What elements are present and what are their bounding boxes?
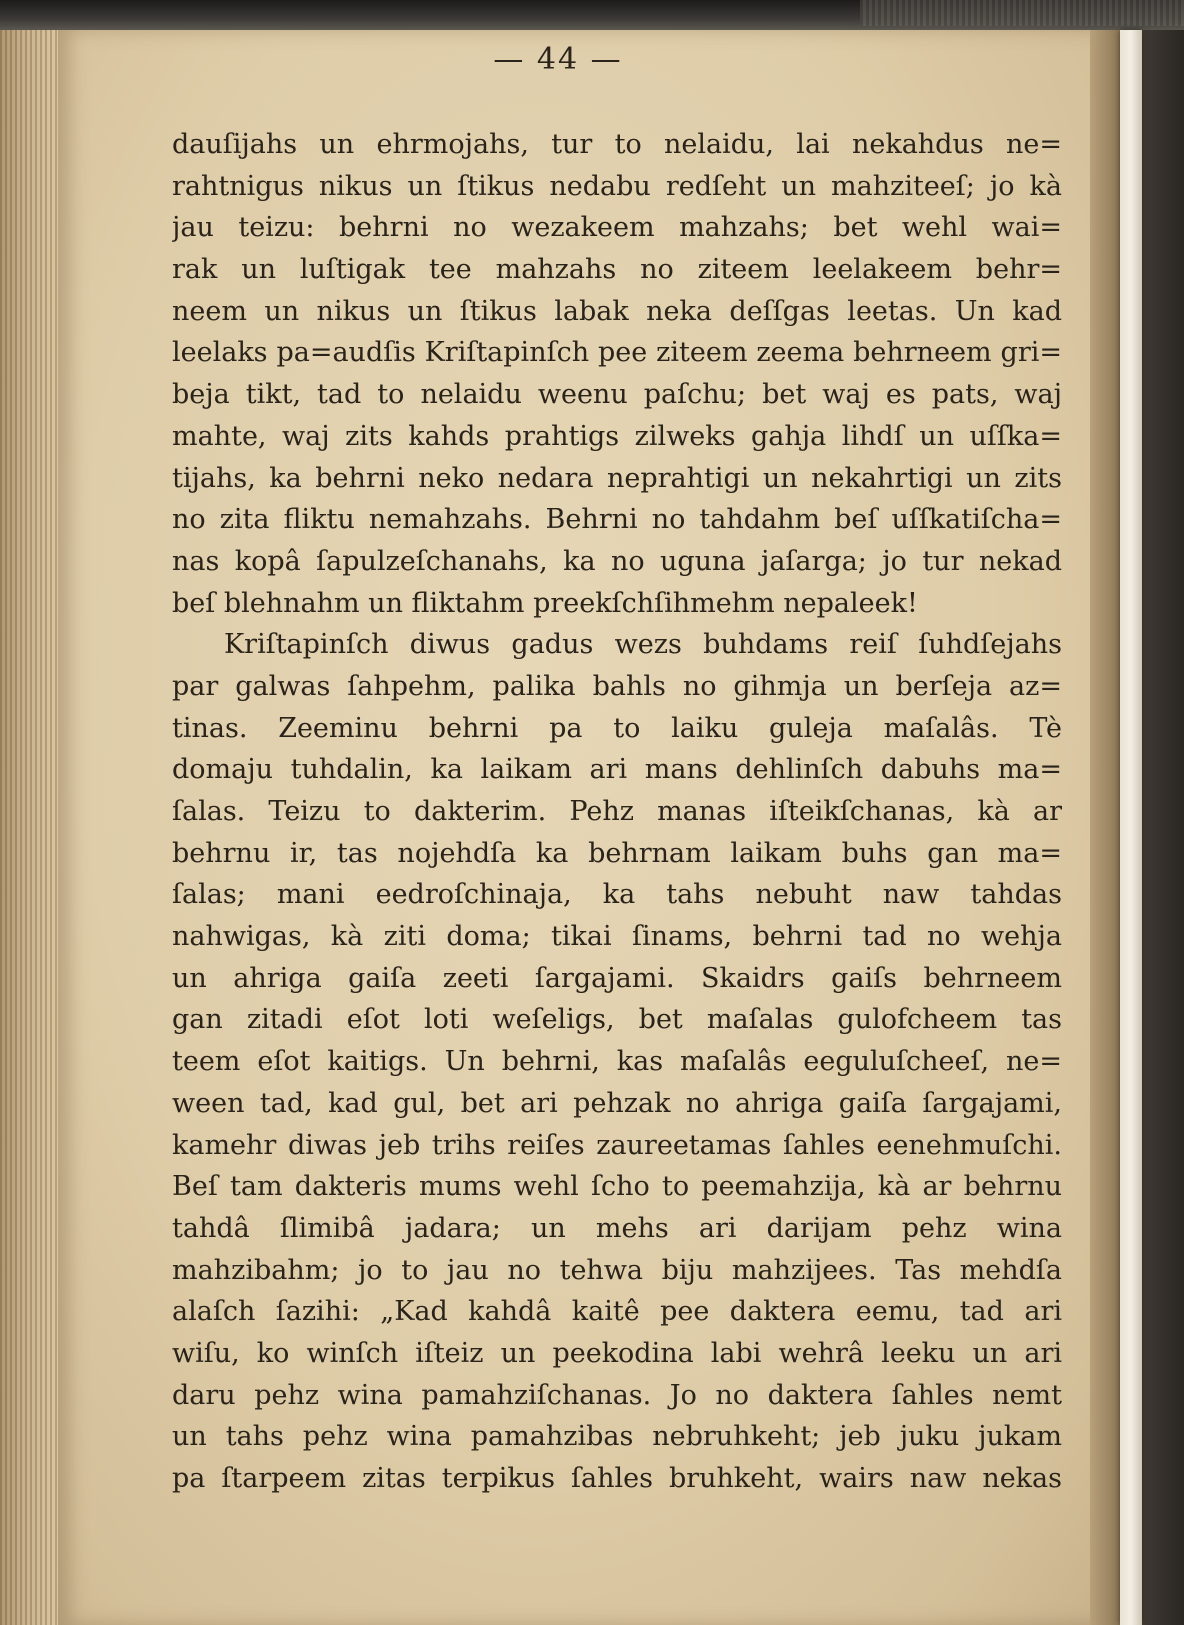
text-line: gan zitadi eſot loti weſeligs, bet maſalas gulofcheem tas xyxy=(172,1004,1062,1036)
text-line: behrnu ir, tas nojehdſa ka behrnam laikam buhs gan ma= xyxy=(172,837,1062,869)
body-text xyxy=(172,124,1062,1500)
text-line: no zita fliktu nemahzahs. Behrni no tahdahm beſ uſſkatiſcha= xyxy=(172,504,1062,536)
page-number: — 44 — xyxy=(493,42,623,77)
text-line: beja tikt, tad to nelaidu weenu paſchu; bet waj es pats, waj xyxy=(172,379,1062,411)
text-line: tinas. Zeeminu behrni pa to laiku guleja maſalâs. Tè xyxy=(172,712,1062,744)
text-line: kamehr diwas jeb trihs reiſes zaureetamas ſahles eenehmuſchi. xyxy=(172,1129,1062,1161)
text-line: leelaks pa=audſis Kriſtapinſch pee ziteem zeema behrneem gri= xyxy=(172,337,1062,369)
text-line: beſ blehnahm un fliktahm preekſchſihmehm nepaleek! xyxy=(172,587,918,619)
text-line: rak un luſtigak tee mahzahs no ziteem leelakeem behr= xyxy=(172,254,1062,286)
text-line: Beſ tam dakteris mums wehl ſcho to peemahzija, kà ar behrnu xyxy=(172,1171,1062,1203)
text-line: jau teizu: behrni no wezakeem mahzahs; bet wehl wai= xyxy=(172,212,1062,244)
text-line: mahte, waj zits kahds prahtigs zilweks gahja lihdſ un uſſka= xyxy=(172,420,1062,452)
text-line: mahzibahm; jo to jau no tehwa biju mahzijees. Tas mehdſa xyxy=(172,1254,1062,1286)
binding-strip xyxy=(1120,30,1142,1625)
text-line: nahwigas, kà ziti doma; tikai ſinams, behrni tad no wehja xyxy=(172,921,1062,953)
text-line: ſalas; mani eedroſchinaja, ka tahs nebuht naw tahdas xyxy=(172,879,1062,911)
text-line: tijahs, ka behrni neko nedara neprahtigi un nekahrtigi un zits xyxy=(172,462,1062,494)
text-line: un ahriga gaiſa zeeti ſargajami. Skaidrs gaiſs behrneem xyxy=(172,962,1062,994)
text-line: un tahs pehz wina pamahzibas nebruhkeht; jeb juku jukam xyxy=(172,1421,1062,1453)
text-line: nas kopâ ſapulzeſchanahs, ka no uguna jaſarga; jo tur nekad xyxy=(172,545,1062,577)
text-line: Kriſtapinſch diwus gadus wezs buhdams reiſ ſuhdſejahs xyxy=(224,629,1062,661)
text-line: ſalas. Teizu to dakterim. Pehz manas iſteikſchanas, kà ar xyxy=(172,796,1062,827)
text-line: ween tad, kad gul, bet ari pehzak no ahriga gaiſa ſargajami, xyxy=(172,1087,1062,1119)
text-line: rahtnigus nikus un ſtikus nedabu redſeht un mahziteeſ; jo kà xyxy=(172,170,1062,202)
text-line: pa ſtarpeem zitas terpikus ſahles bruhkeht, wairs naw nekas xyxy=(172,1463,1062,1494)
text-line: wiſu, ko winſch iſteiz un peekodina labi wehrâ leeku un ari xyxy=(172,1337,1062,1369)
text-line: alaſch ſazihi: „Kad kahdâ kaitê pee daktera eemu, tad ari xyxy=(172,1296,1062,1328)
text-line: neem un nikus un ſtikus labak neka deſſgas leetas. Un kad xyxy=(172,295,1062,327)
text-line: teem eſot kaitigs. Un behrni, kas maſalâs eeguluſcheeſ, ne= xyxy=(172,1046,1062,1078)
text-line: domaju tuhdalin, ka laikam ari mans dehlinſch dabuhs ma= xyxy=(172,754,1062,786)
text-line: tahdâ ſlimibâ jadara; un mehs ari darijam pehz wina xyxy=(172,1212,1062,1244)
text-line: par galwas ſahpehm, palika bahls no gihmja un berſeja az= xyxy=(172,670,1062,702)
text-line: daru pehz wina pamahziſchanas. Jo no daktera ſahles nemt xyxy=(172,1379,1062,1411)
text-line: dauſijahs un ehrmojahs, tur to nelaidu, lai nekahdus ne= xyxy=(172,129,1062,160)
